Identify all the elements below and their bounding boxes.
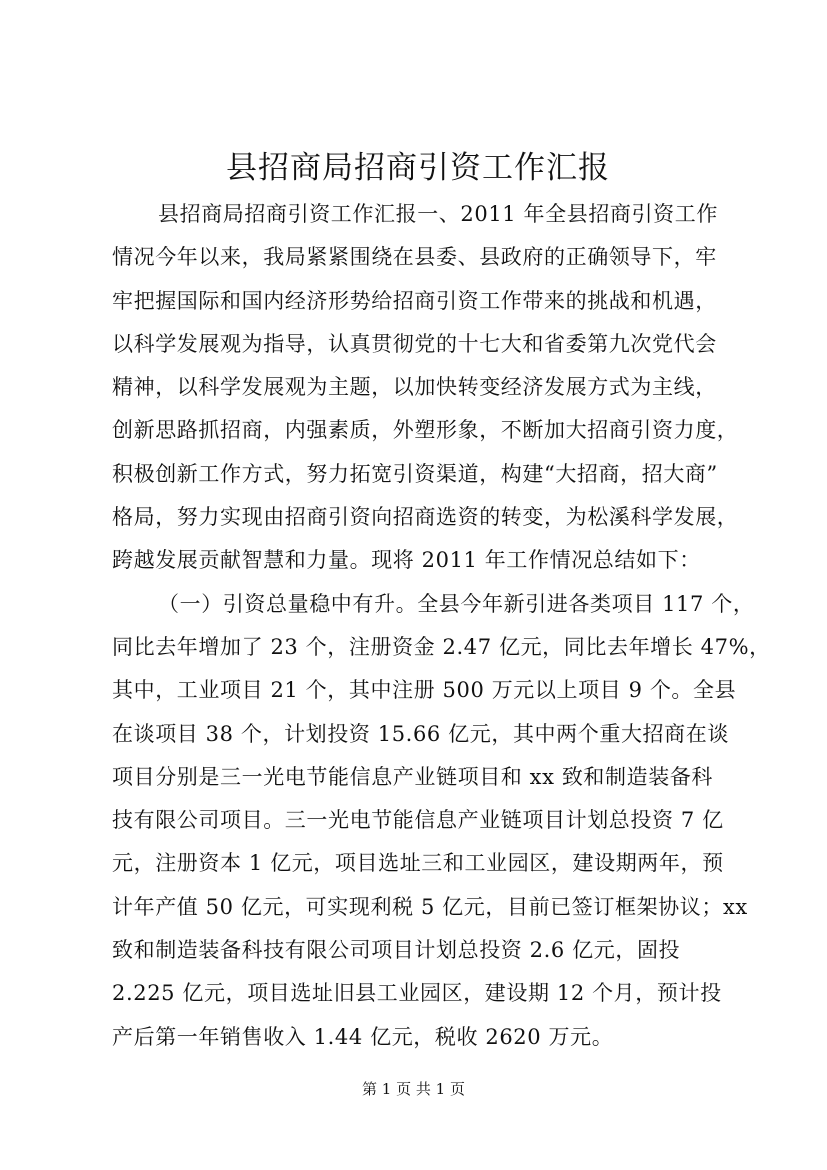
paragraph-line: 同比去年增加了 23 个，注册资金 2.47 亿元，同比去年增长 47%， — [112, 634, 771, 659]
paragraph-line: 牢把握国际和国内经济形势给招商引资工作带来的挑战和机遇， — [112, 288, 717, 313]
paragraph-line: 技有限公司项目。三一光电节能信息产业链项目计划总投资 7 亿 — [112, 808, 724, 833]
paragraph-line: 积极创新工作方式，努力拓宽引资渠道，构建“大招商，招大商” — [112, 461, 718, 486]
paragraph-line: 2.225 亿元，项目选址旧县工业园区，建设期 12 个月，预计投 — [112, 981, 722, 1006]
paragraph-line: 项目分别是三一光电节能信息产业链项目和 xx 致和制造装备科 — [112, 764, 714, 789]
paragraph-line: 元，注册资本 1 亿元，项目选址三和工业园区，建设期两年，预 — [112, 851, 724, 876]
document-body — [112, 193, 771, 1059]
paragraph-line: 在谈项目 38 个，计划投资 15.66 亿元，其中两个重大招商在谈 — [112, 721, 729, 746]
paragraph-line: 致和制造装备科技有限公司项目计划总投资 2.6 亿元，固投 — [112, 938, 681, 963]
paragraph-line: 创新思路抓招商，内强素质，外塑形象，不断加大招商引资力度， — [112, 418, 739, 443]
paragraph-line: 县招商局招商引资工作汇报一、2011 年全县招商引资工作 — [158, 202, 718, 226]
paragraph-line: 格局，努力实现由招商引资向招商选资的转变，为松溪科学发展， — [112, 505, 739, 530]
document-title: 县招商局招商引资工作汇报 — [226, 150, 610, 186]
paragraph-line: 产后第一年销售收入 1.44 亿元，税收 2620 万元。 — [112, 1024, 614, 1049]
paragraph-line: 其中，工业项目 21 个，其中注册 500 万元以上项目 9 个。全县 — [112, 678, 737, 703]
paragraph-line: 情况今年以来，我局紧紧围绕在县委、县政府的正确领导下，牢 — [112, 245, 717, 270]
paragraph-line: 精神，以科学发展观为主题，以加快转变经济发展方式为主线， — [112, 375, 717, 400]
paragraph-line: 跨越发展贡献智慧和力量。现将 2011 年工作情况总结如下： — [112, 548, 701, 573]
paragraph-line: （一）引资总量稳中有升。全县今年新引进各类项目 117 个， — [158, 591, 755, 616]
paragraph-line: 以科学发展观为指导，认真贯彻党的十七大和省委第九次党代会 — [112, 331, 717, 356]
paragraph-line: 计年产值 50 亿元，可实现利税 5 亿元，目前已签订框架协议；xx — [112, 894, 748, 919]
page-footer: 第 1 页 共 1 页 — [362, 1080, 465, 1098]
